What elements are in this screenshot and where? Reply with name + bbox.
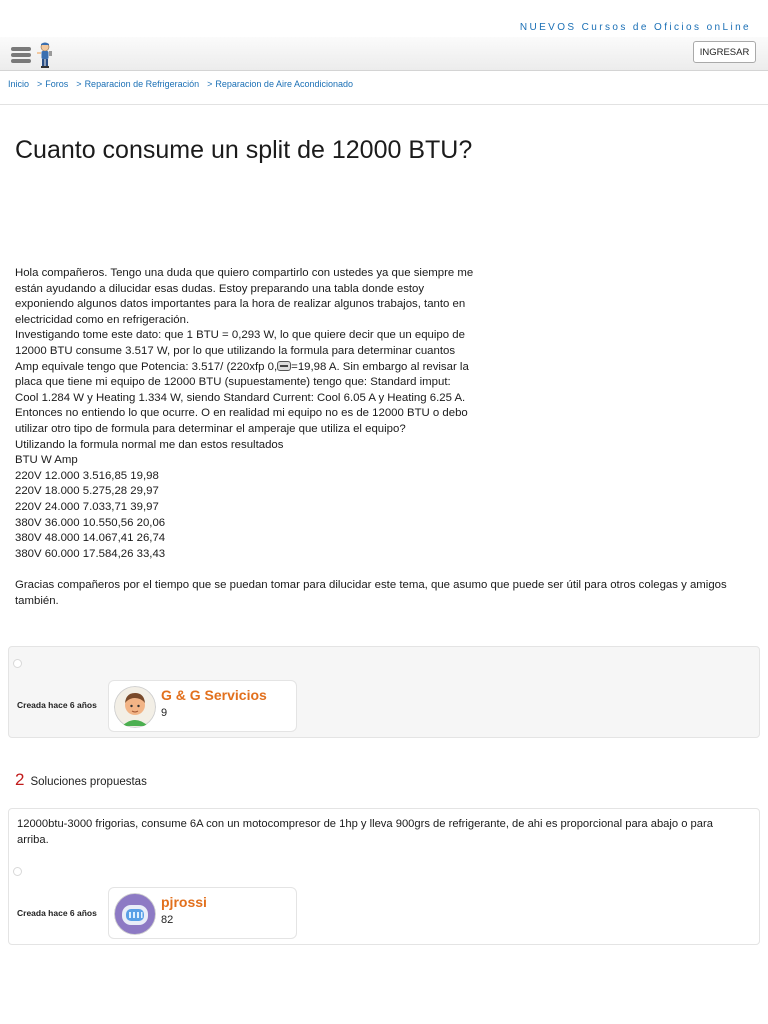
breadcrumb-separator-icon: > bbox=[207, 79, 213, 89]
question-meta-box bbox=[8, 646, 760, 738]
question-line: Entonces no entiendo lo que ocurre. O en realidad mi equipo no es de 12000 BTU o debo bbox=[15, 407, 468, 420]
avatar[interactable] bbox=[114, 893, 156, 935]
mascot-logo[interactable] bbox=[36, 42, 54, 68]
author-name[interactable]: G & G Servicios bbox=[161, 687, 267, 703]
question-line: utilizar otro tipo de formula para determinar el amperaje que utiliza el equipo? bbox=[15, 422, 406, 435]
question-line: BTU W Amp bbox=[15, 454, 78, 467]
question-line-part: =19,98 A. Sin embargo al revisar la bbox=[291, 360, 469, 373]
breadcrumb-separator-icon: > bbox=[76, 79, 82, 89]
question-line: Utilizando la formula normal me dan estos resultados bbox=[15, 438, 284, 451]
breadcrumb-refrigeracion[interactable]: Reparacion de Refrigeración bbox=[84, 79, 200, 89]
breadcrumb-aire-acondicionado[interactable]: Reparacion de Aire Acondicionado bbox=[215, 79, 354, 89]
author-points: 82 bbox=[161, 914, 174, 926]
radio-icon[interactable] bbox=[13, 867, 22, 876]
question-body bbox=[15, 266, 493, 562]
avatar[interactable] bbox=[114, 686, 156, 728]
question-line: placa que tiene mi equipo de 12000 BTU (supuestamente) tengo que: Standard imput: bbox=[15, 376, 451, 389]
solution-item bbox=[8, 808, 760, 945]
menu-icon[interactable] bbox=[11, 47, 31, 63]
author-name[interactable]: pjrossi bbox=[161, 894, 207, 910]
breadcrumb bbox=[8, 79, 353, 89]
author-points: 9 bbox=[161, 707, 168, 719]
question-line: Investigando tome este dato: que 1 BTU = 0,293 W, lo que quiere decir que un equipo de bbox=[15, 329, 465, 342]
top-bar bbox=[0, 37, 768, 71]
breadcrumb-separator-icon: > bbox=[37, 79, 43, 89]
solutions-count: 2 bbox=[15, 770, 25, 789]
question-line: Hola compañeros. Tengo una duda que quiero compartirlo con ustedes ya que siempre me bbox=[15, 267, 474, 279]
solution-text: 12000btu-3000 frigorias, consume 6A con un motocompresor de 1hp y lleva 900grs de refrigerante, de ahi es proporcional para abajo o para arriba. bbox=[17, 818, 713, 846]
promo-banner[interactable]: NUEVOS Cursos de Oficios onLine bbox=[519, 22, 751, 33]
question-line: 220V 18.000 5.275,28 29,97 bbox=[15, 485, 159, 498]
created-date: Creada hace 6 años bbox=[17, 908, 97, 918]
radio-icon[interactable] bbox=[13, 659, 22, 668]
question-line: 220V 24.000 7.033,71 39,97 bbox=[15, 500, 159, 513]
divider bbox=[0, 104, 768, 105]
question-line: 380V 48.000 14.067,41 26,74 bbox=[15, 532, 166, 545]
question-line-part: Amp equivale tengo que Potencia: 3.517/ (220xfp 0, bbox=[15, 360, 278, 373]
question-line: 380V 36.000 10.550,56 20,06 bbox=[15, 516, 166, 529]
login-button[interactable]: INGRESAR bbox=[693, 41, 756, 63]
solutions-label: Soluciones propuestas bbox=[30, 776, 147, 788]
question-line: 12000 BTU consume 3.517 W, por lo que utilizando la formula para determinar cuantos bbox=[15, 344, 456, 357]
question-line: exponiendo algunos datos importantes para la hora de realizar algunos trabajos, tanto en bbox=[15, 298, 466, 311]
question-line: electricidad como en refrigeración. bbox=[15, 313, 190, 326]
solutions-heading bbox=[15, 770, 147, 790]
question-line bbox=[15, 360, 493, 376]
question-title: Cuanto consume un split de 12000 BTU? bbox=[15, 136, 473, 164]
question-line: 380V 60.000 17.584,26 33,43 bbox=[15, 547, 166, 560]
question-thanks: Gracias compañeros por el tiempo que se puedan tomar para dilucidar este tema, que asumo que puede ser útil para otros colegas y amigos también. bbox=[15, 579, 727, 607]
created-date: Creada hace 6 años bbox=[17, 700, 97, 710]
breadcrumb-foros[interactable]: Foros bbox=[45, 79, 69, 89]
author-card[interactable] bbox=[108, 680, 297, 732]
question-line: 220V 12.000 3.516,85 19,98 bbox=[15, 469, 159, 482]
question-line: están ayudando a dilucidar esas dudas. Estoy preparando una tabla donde estoy bbox=[15, 282, 425, 295]
breadcrumb-inicio[interactable]: Inicio bbox=[8, 79, 30, 89]
emoji-icon bbox=[277, 361, 291, 371]
author-card[interactable] bbox=[108, 887, 297, 939]
question-line: Cool 1.284 W y Heating 1.334 W, siendo Standard Current: Cool 6.05 A y Heating 6.25 A. bbox=[15, 391, 466, 404]
